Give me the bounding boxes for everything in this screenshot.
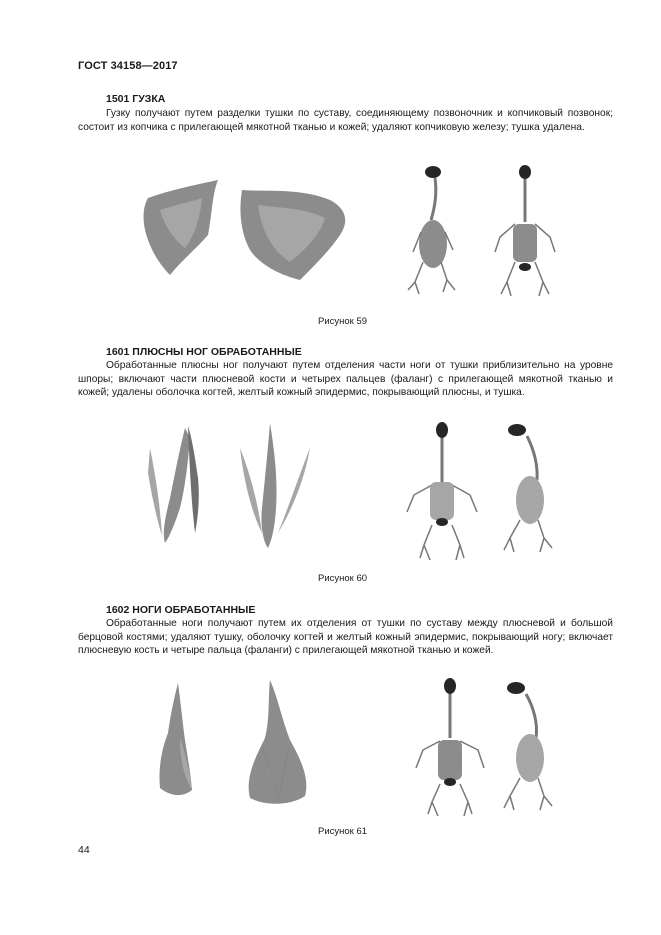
- section-heading-1501: 1501 ГУЗКА: [106, 93, 166, 105]
- figure-caption-59: Рисунок 59: [318, 316, 368, 327]
- section-text-1601: Обработанные плюсны ног получают путем отделения части ноги от тушки приблизительно на уровне шпоры; включают части плюсневой кости и четырех пальцев (фаланг) с прилегающей мякотной тканью и кожей; удалены оболочка когтей, желтый кожный эпидермис, покрывающий плюсны, и тушка.: [78, 360, 613, 399]
- page-number: 44: [78, 844, 90, 856]
- tail-cut-photo: [140, 180, 360, 290]
- carcass-skeleton-diagram-61: [408, 676, 568, 821]
- carcass-skeleton-diagram-60: [402, 420, 572, 565]
- section-heading-1602: 1602 НОГИ ОБРАБОТАННЫЕ: [106, 604, 256, 616]
- section-text-1602: Обработанные ноги получают путем их отделения от тушки по суставу между плюсневой и большой берцовой костями; удаляют тушку, оболочку когтей и желтый кожный эпидермис, покрывающий ногу; включает плюсневую кость и четыре пальца (фаланги) с прилегающей мякотной тканью и кожей.: [78, 618, 613, 657]
- foot-metatarsus-photo: [140, 418, 320, 553]
- section-text-1501: Гузку получают путем разделки тушки по суставу, соединяющему позвоночник и копчиковый позвонок; состоит из копчика с прилегающей мякотной тканью и кожей; удаляют копчиковую железу; тушка удалена.: [78, 108, 613, 133]
- processed-legs-photo: [150, 678, 320, 813]
- carcass-skeleton-diagram-59: [405, 162, 565, 302]
- document-header: ГОСТ 34158—2017: [78, 60, 178, 72]
- figure-caption-60: Рисунок 60: [318, 573, 368, 584]
- figure-caption-61: Рисунок 61: [318, 826, 368, 837]
- section-heading-1601: 1601 ПЛЮСНЫ НОГ ОБРАБОТАННЫЕ: [106, 346, 302, 358]
